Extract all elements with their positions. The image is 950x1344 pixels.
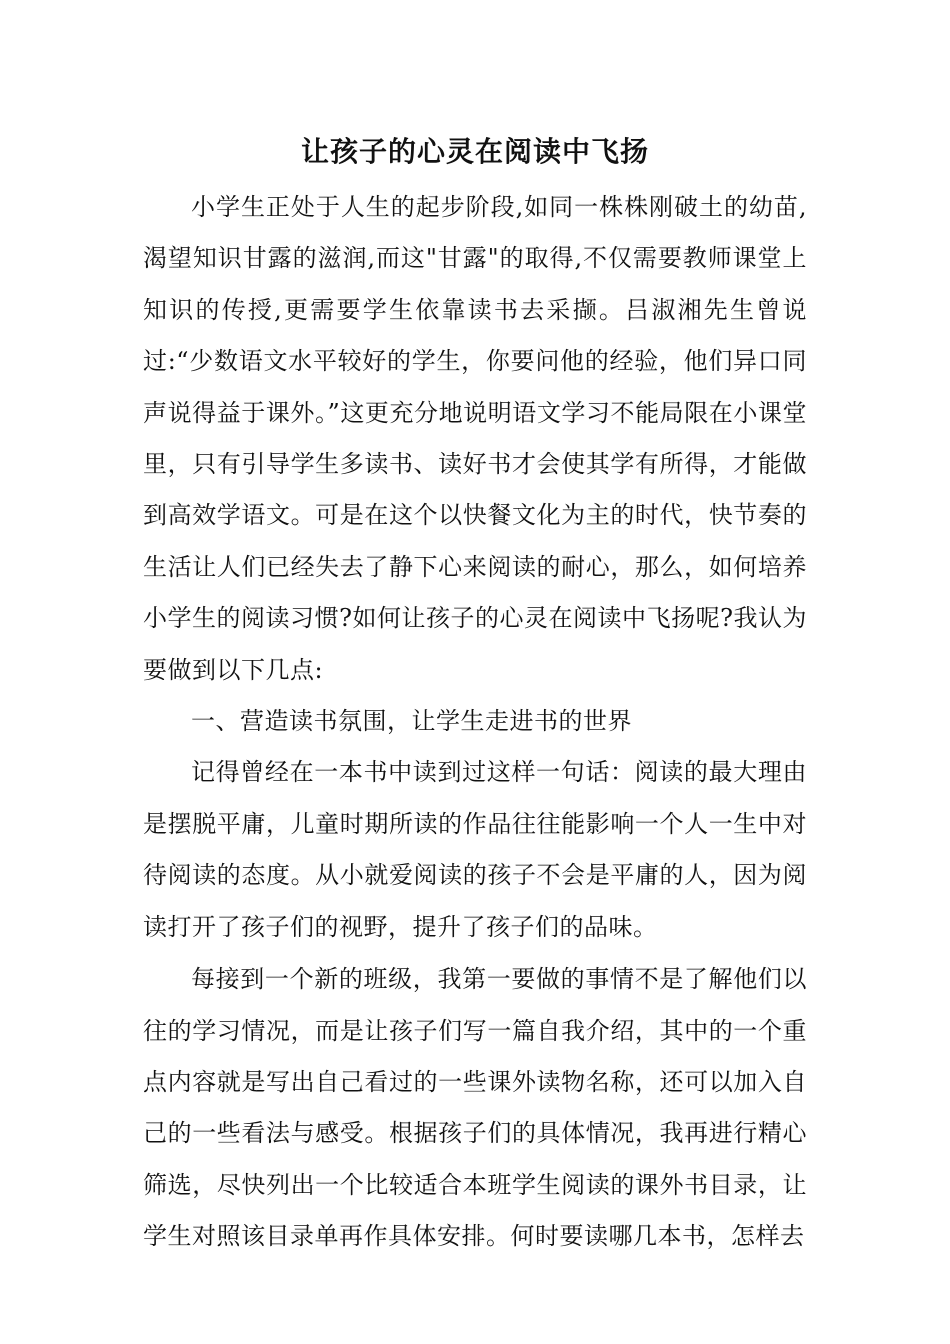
body-paragraph: 每接到一个新的班级，我第一要做的事情不是了解他们以往的学习情况，而是让孩子们写一篇自我介绍，其中的一个重点内容就是写出自己看过的一些课外读物名称，还可以加入自己的一些看法与感受。根据孩子们的具体情况，我再进行精心筛选，尽快列出一个比较适合本班学生阅读的课外书目录，让学生对照该目录单再作具体安排。何时要读哪几本书，怎样去 [143,965,807,1251]
document-title: 让孩子的心灵在阅读中飞扬 [300,135,649,168]
document-body [143,128,807,1263]
body-paragraph: 记得曾经在一本书中读到过这样一句话：阅读的最大理由是摆脱平庸，儿童时期所读的作品往往能影响一个人一生中对待阅读的态度。从小就爱阅读的孩子不会是平庸的人，因为阅读打开了孩子们的视野，提升了孩子们的品味。 [143,758,807,941]
intro-paragraph: 小学生正处于人生的起步阶段,如同一株株刚破土的幼苗,渴望知识甘露的滋润,而这"甘露"的取得,不仅需要教师课堂上知识的传授,更需要学生依靠读书去采撷。吕淑湘先生曾说过:“少数语文水平较好的学生，你要问他的经验，他们异口同声说得益于课外。”这更充分地说明语文学习不能局限在小课堂里，只有引导学生多读书、读好书才会使其学有所得，才能做到高效学语文。可是在这个以快餐文化为主的时代，快节奏的生活让人们已经失去了静下心来阅读的耐心，那么，如何培养小学生的阅读习惯?如何让孩子的心灵在阅读中飞扬呢?我认为要做到以下几点: [143,193,807,684]
section-heading: 一、营造读书氛围，让学生走进书的世界 [191,707,632,736]
